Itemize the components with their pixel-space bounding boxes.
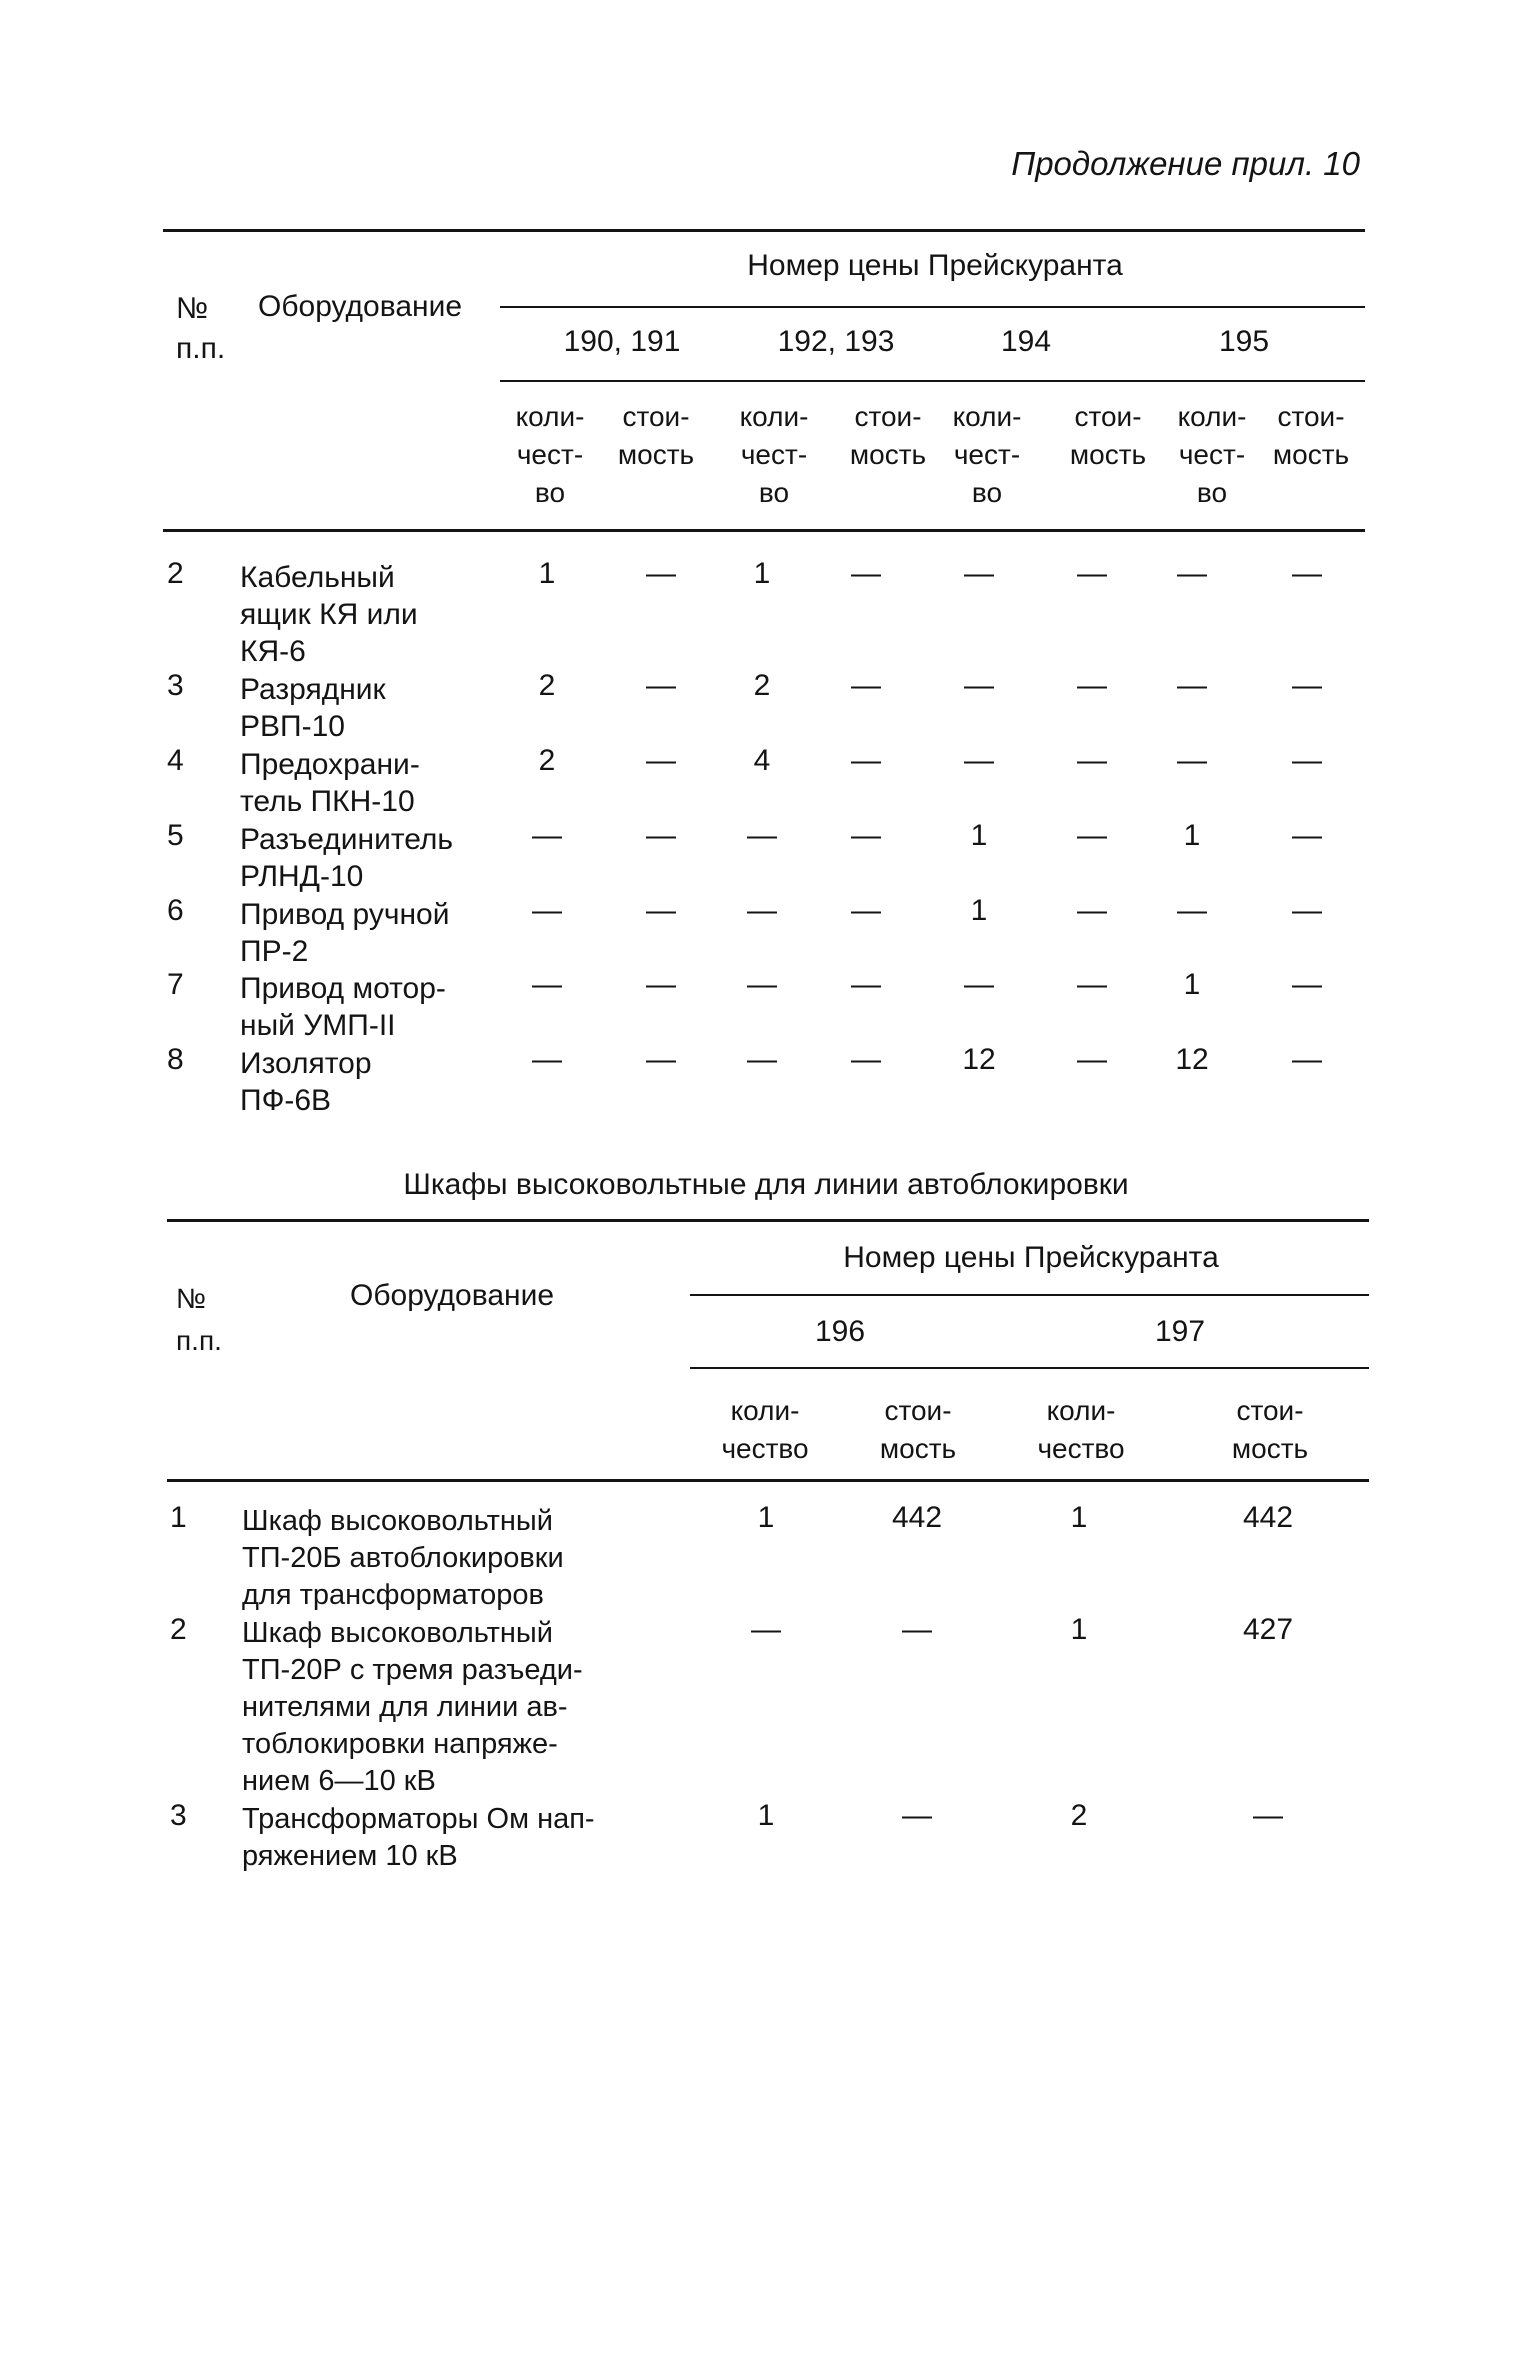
cell-cost-197: 442 <box>1242 1501 1294 1534</box>
cell-cost-190: — <box>646 744 676 777</box>
table-1-sub-cost-195: стои- мость <box>1272 401 1350 470</box>
cell-qty-192: — <box>747 968 777 1001</box>
cell-qty-196: 1 <box>757 1501 775 1534</box>
equipment-name: Изолятор ПФ-6В <box>240 1047 372 1117</box>
cell-cost-190: — <box>646 894 676 927</box>
equipment-name: Кабельный ящик КЯ или КЯ-6 <box>240 561 418 668</box>
equipment-name: Разъединитель РЛНД-10 <box>240 823 454 893</box>
table-2-group-header: Номер цены Прейскуранта <box>843 1241 1219 1274</box>
cell-cost-192: — <box>851 819 881 852</box>
table-1-col-equipment-header: Оборудование <box>258 290 463 323</box>
cell-qty-190: 1 <box>538 557 556 590</box>
cell-qty-195: 1 <box>1183 968 1201 1001</box>
table-2-top-rule <box>167 1219 1369 1222</box>
cell-cost-192: — <box>851 744 881 777</box>
table-2-col-no-header: № п.п. <box>176 1283 222 1356</box>
cell-qty-195: — <box>1177 744 1207 777</box>
cell-qty-195: 1 <box>1183 819 1201 852</box>
cell-qty-195: — <box>1177 894 1207 927</box>
table-1-group-rule <box>500 306 1365 308</box>
equipment-name: Шкаф высоковольтный ТП-20Р с тремя разъеди- нителями для линии ав- тоблокировки напряже- нием 6—10 кВ <box>242 1617 583 1797</box>
row-number: 2 <box>170 1613 187 1646</box>
table-1-price-194: 194 <box>1000 325 1052 358</box>
table-1-group-header: Номер цены Прейскуранта <box>747 249 1123 282</box>
row-number: 4 <box>167 744 184 777</box>
cell-cost-190: — <box>646 1043 676 1076</box>
table-1-price-195: 195 <box>1218 325 1270 358</box>
equipment-name: Привод ручной ПР-2 <box>240 898 450 968</box>
cell-cost-194: — <box>1077 669 1107 702</box>
cell-qty-190: — <box>532 894 562 927</box>
cell-qty-190: 2 <box>538 744 556 777</box>
row-number: 5 <box>167 819 184 852</box>
cell-qty-190: — <box>532 968 562 1001</box>
cell-qty-195: — <box>1177 669 1207 702</box>
table-2-group-rule <box>690 1294 1369 1296</box>
table-1-top-rule <box>163 229 1365 232</box>
row-number: 3 <box>170 1799 187 1832</box>
cell-cost-195: — <box>1292 744 1322 777</box>
cell-qty-194: — <box>964 968 994 1001</box>
cell-qty-195: 12 <box>1175 1043 1209 1076</box>
cell-qty-192: — <box>747 894 777 927</box>
cell-qty-194: — <box>964 744 994 777</box>
table-1-col-no-header: № п.п. <box>176 292 226 365</box>
row-number: 1 <box>170 1501 187 1534</box>
cell-cost-194: — <box>1077 557 1107 590</box>
cell-qty-196: — <box>751 1613 781 1646</box>
cell-cost-192: — <box>851 557 881 590</box>
table-2-price-197: 197 <box>1154 1315 1206 1348</box>
cell-qty-192: 2 <box>753 669 771 702</box>
table-2-sub-cost-196: стои- мость <box>879 1395 957 1464</box>
cell-cost-195: — <box>1292 819 1322 852</box>
cell-cost-196: — <box>902 1613 932 1646</box>
cell-cost-194: — <box>1077 744 1107 777</box>
cell-qty-194: 1 <box>970 894 988 927</box>
cell-qty-192: 4 <box>753 744 771 777</box>
cell-cost-190: — <box>646 557 676 590</box>
table-1-sub-qty-195: коли- чест- во <box>1177 401 1247 508</box>
table-1-sub-qty-192: коли- чест- во <box>739 401 809 508</box>
table-2-sub-qty-196: коли- чество <box>721 1395 809 1464</box>
cell-cost-196: — <box>902 1799 932 1832</box>
cell-qty-192: — <box>747 819 777 852</box>
table-1-sub-qty-194: коли- чест- во <box>952 401 1022 508</box>
cell-cost-192: — <box>851 669 881 702</box>
table-2-price-rule <box>690 1367 1369 1369</box>
table-2-price-196: 196 <box>814 1315 866 1348</box>
row-number: 2 <box>167 557 184 590</box>
row-number: 8 <box>167 1043 184 1076</box>
cell-cost-195: — <box>1292 968 1322 1001</box>
cell-cost-194: — <box>1077 819 1107 852</box>
cell-qty-194: — <box>964 557 994 590</box>
cell-cost-190: — <box>646 819 676 852</box>
cell-cost-197: — <box>1253 1799 1283 1832</box>
cell-qty-190: — <box>532 1043 562 1076</box>
cell-cost-195: — <box>1292 894 1322 927</box>
table-1-sub-cost-194: стои- мость <box>1069 401 1147 470</box>
cell-qty-197: 1 <box>1070 1613 1088 1646</box>
equipment-name: Шкаф высоковольтный ТП-20Б автоблокировки для трансформаторов <box>242 1505 564 1611</box>
cell-qty-190: 2 <box>538 669 556 702</box>
cell-cost-196: 442 <box>891 1501 943 1534</box>
equipment-name: Привод мотор- ный УМП-II <box>240 972 446 1042</box>
table-2-sub-cost-197: стои- мость <box>1231 1395 1309 1464</box>
cell-qty-197: 1 <box>1070 1501 1088 1534</box>
table-2-sub-qty-197: коли- чество <box>1037 1395 1125 1464</box>
cell-qty-190: — <box>532 819 562 852</box>
cell-cost-192: — <box>851 968 881 1001</box>
cell-cost-194: — <box>1077 968 1107 1001</box>
running-head: Продолжение прил. 10 <box>1011 145 1360 182</box>
cell-cost-192: — <box>851 1043 881 1076</box>
cell-qty-195: — <box>1177 557 1207 590</box>
table-2-caption: Шкафы высоковольтные для линии автоблокировки <box>403 1168 1129 1201</box>
cell-qty-194: — <box>964 669 994 702</box>
row-number: 7 <box>167 968 184 1001</box>
cell-cost-195: — <box>1292 1043 1322 1076</box>
table-1-price-192-193: 192, 193 <box>777 325 895 358</box>
cell-cost-194: — <box>1077 1043 1107 1076</box>
cell-qty-196: 1 <box>757 1799 775 1832</box>
table-2-header-bottom-rule <box>167 1479 1369 1482</box>
row-number: 6 <box>167 894 184 927</box>
table-1-price-190-191: 190, 191 <box>563 325 681 358</box>
cell-cost-190: — <box>646 968 676 1001</box>
cell-qty-194: 1 <box>970 819 988 852</box>
table-2-col-equipment-header: Оборудование <box>350 1279 555 1312</box>
cell-qty-197: 2 <box>1070 1799 1088 1832</box>
cell-cost-194: — <box>1077 894 1107 927</box>
cell-cost-190: — <box>646 669 676 702</box>
equipment-name: Трансформаторы Ом нап- ряжением 10 кВ <box>242 1803 595 1872</box>
table-1-header-bottom-rule <box>163 529 1365 532</box>
table-1-sub-cost-192: стои- мость <box>849 401 927 470</box>
table-1-sub-qty-190: коли- чест- во <box>515 401 585 508</box>
table-1-sub-cost-190: стои- мость <box>617 401 695 470</box>
equipment-name: Разрядник РВП-10 <box>240 673 386 743</box>
cell-cost-197: 427 <box>1242 1613 1294 1646</box>
cell-qty-194: 12 <box>962 1043 996 1076</box>
cell-cost-192: — <box>851 894 881 927</box>
cell-qty-192: 1 <box>753 557 771 590</box>
cell-cost-195: — <box>1292 669 1322 702</box>
equipment-name: Предохрани- тель ПКН-10 <box>240 748 420 818</box>
row-number: 3 <box>167 669 184 702</box>
cell-qty-192: — <box>747 1043 777 1076</box>
table-1-price-rule <box>500 380 1365 382</box>
cell-cost-195: — <box>1292 557 1322 590</box>
